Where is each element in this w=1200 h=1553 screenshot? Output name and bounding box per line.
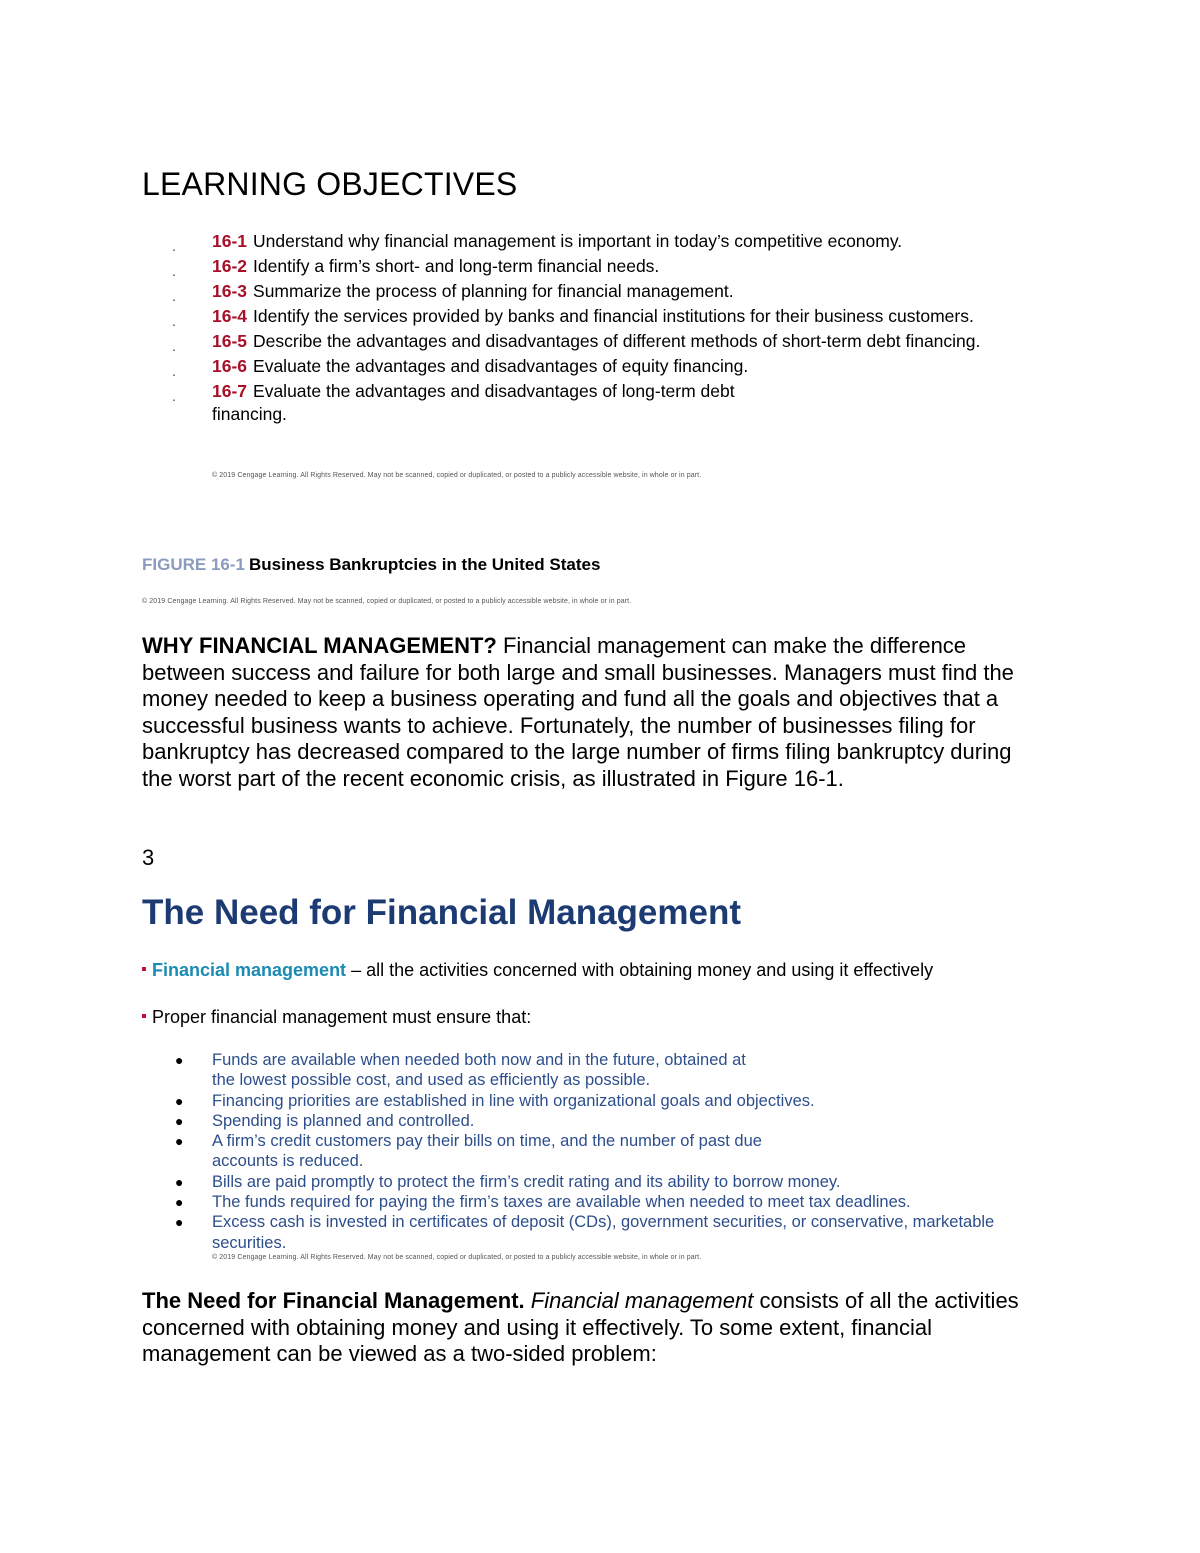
objective-item: [172, 305, 992, 328]
requirement-item: [172, 1050, 772, 1091]
objectives-list: [172, 230, 1002, 428]
paragraph-body: consists of all the activities concerned with obtaining money and using it effectively. To some extent, financial management can be viewed as a two-sided problem:: [142, 1288, 1019, 1366]
page-number: 3: [142, 845, 155, 870]
figure-caption: [142, 555, 600, 575]
requirement-text: Funds are available when needed both now and in the future, obtained at the lowest possible cost, and used as efficiently as possible.: [212, 1051, 746, 1090]
requirement-item: [172, 1111, 1062, 1131]
objective-text: Identify the services provided by banks and financial institutions for their business customers.: [253, 306, 974, 326]
objective-text: Evaluate the advantages and disadvantages of long-term debt financing.: [212, 381, 735, 424]
paragraph-term: Financial management: [530, 1288, 754, 1313]
bullet-dot: .: [172, 388, 176, 404]
requirements-list: [172, 1050, 1062, 1253]
objective-text: Describe the advantages and disadvantages of different methods of short-term debt financing.: [253, 331, 981, 351]
definition-line: [142, 960, 933, 981]
term-highlight: Financial management: [152, 960, 347, 980]
why-financial-management-paragraph: [142, 633, 1047, 792]
bullet-dot: .: [172, 263, 176, 279]
need-paragraph: [142, 1288, 1047, 1368]
requirement-text: Bills are paid promptly to protect the firm’s credit rating and its ability to borrow money.: [212, 1172, 841, 1191]
square-bullet-icon: [142, 1014, 146, 1018]
objective-number: 16-5: [212, 331, 248, 351]
objective-item: [172, 380, 812, 426]
objective-number: 16-6: [212, 356, 248, 376]
figure-label: FIGURE 16-1: [142, 555, 245, 574]
requirement-text: Excess cash is invested in certificates of deposit (CDs), government securities, or conservative, marketable securities.: [212, 1213, 995, 1252]
bullet-dot: .: [172, 238, 176, 254]
requirement-text: Spending is planned and controlled.: [212, 1111, 475, 1130]
bullet-dot: ●: [175, 1052, 184, 1068]
objective-item: [172, 255, 1002, 278]
objective-text: Understand why financial management is important in today’s competitive economy.: [253, 231, 903, 251]
paragraph-lead: WHY FINANCIAL MANAGEMENT?: [142, 633, 497, 658]
requirement-item: [172, 1212, 1062, 1253]
ensure-text: Proper financial management must ensure that:: [152, 1007, 532, 1027]
objective-item: [172, 230, 1002, 253]
objective-number: 16-2: [212, 256, 248, 276]
bullet-dot: ●: [175, 1214, 184, 1231]
bullet-dot: ●: [175, 1194, 184, 1211]
bullet-dot: ●: [175, 1112, 184, 1129]
objective-number: 16-7: [212, 381, 248, 401]
ensure-line: [142, 1007, 531, 1028]
bullet-dot: .: [172, 313, 176, 329]
paragraph-body: Financial management can make the difference between success and failure for both large and small businesses. Managers must find the money needed to keep a business operating and fund all the goals and objectives that a successful business wants to achieve. Fortunately, the number of businesses filing for bankruptcy has decreased compared to the large number of firms filing bankruptcy during the worst part of the recent economic crisis, as illustrated in Figure 16-1.: [142, 633, 1014, 791]
requirement-item: [172, 1091, 1062, 1111]
objective-text: Summarize the process of planning for financial management.: [253, 281, 734, 301]
definition-text: – all the activities concerned with obtaining money and using it effectively: [346, 960, 934, 980]
bullet-dot: ●: [175, 1173, 184, 1190]
objective-text: Identify a firm’s short- and long-term financial needs.: [253, 256, 660, 276]
copyright-notice: © 2019 Cengage Learning. All Rights Reserved. May not be scanned, copied or duplicated, or posted to a publicly accessible website, in whole or in part.: [142, 598, 632, 605]
bullet-dot: .: [172, 338, 176, 354]
requirement-item: [172, 1131, 782, 1172]
objective-number: 16-4: [212, 306, 248, 326]
copyright-notice: © 2019 Cengage Learning. All Rights Reserved. May not be scanned, copied or duplicated, or posted to a publicly accessible website, in whole or in part.: [212, 1254, 702, 1261]
requirement-item: [172, 1192, 1062, 1212]
requirement-text: A firm’s credit customers pay their bills on time, and the number of past due accounts is reduced.: [212, 1132, 762, 1171]
copyright-notice: © 2019 Cengage Learning. All Rights Reserved. May not be scanned, copied or duplicated, or posted to a publicly accessible website, in whole or in part.: [212, 472, 702, 479]
bullet-dot: ●: [175, 1092, 184, 1109]
learning-objectives-heading: LEARNING OBJECTIVES: [142, 166, 518, 202]
paragraph-lead: The Need for Financial Management.: [142, 1288, 525, 1313]
objective-item: [172, 330, 992, 353]
slide-title: The Need for Financial Management: [142, 893, 741, 932]
requirement-text: Financing priorities are established in line with organizational goals and objectives.: [212, 1091, 815, 1110]
bullet-dot: ●: [175, 1133, 184, 1150]
requirement-item: [172, 1172, 1062, 1192]
figure-title: Business Bankruptcies in the United States: [248, 555, 601, 574]
square-bullet-icon: [142, 967, 146, 971]
objective-item: [172, 355, 1002, 378]
bullet-dot: .: [172, 288, 176, 304]
objective-text: Evaluate the advantages and disadvantages of equity financing.: [253, 356, 749, 376]
objective-number: 16-1: [212, 231, 248, 251]
requirement-text: The funds required for paying the firm’s taxes are available when needed to meet tax deadlines.: [212, 1193, 911, 1212]
objective-item: [172, 280, 1002, 303]
bullet-dot: .: [172, 363, 176, 379]
objective-number: 16-3: [212, 281, 248, 301]
